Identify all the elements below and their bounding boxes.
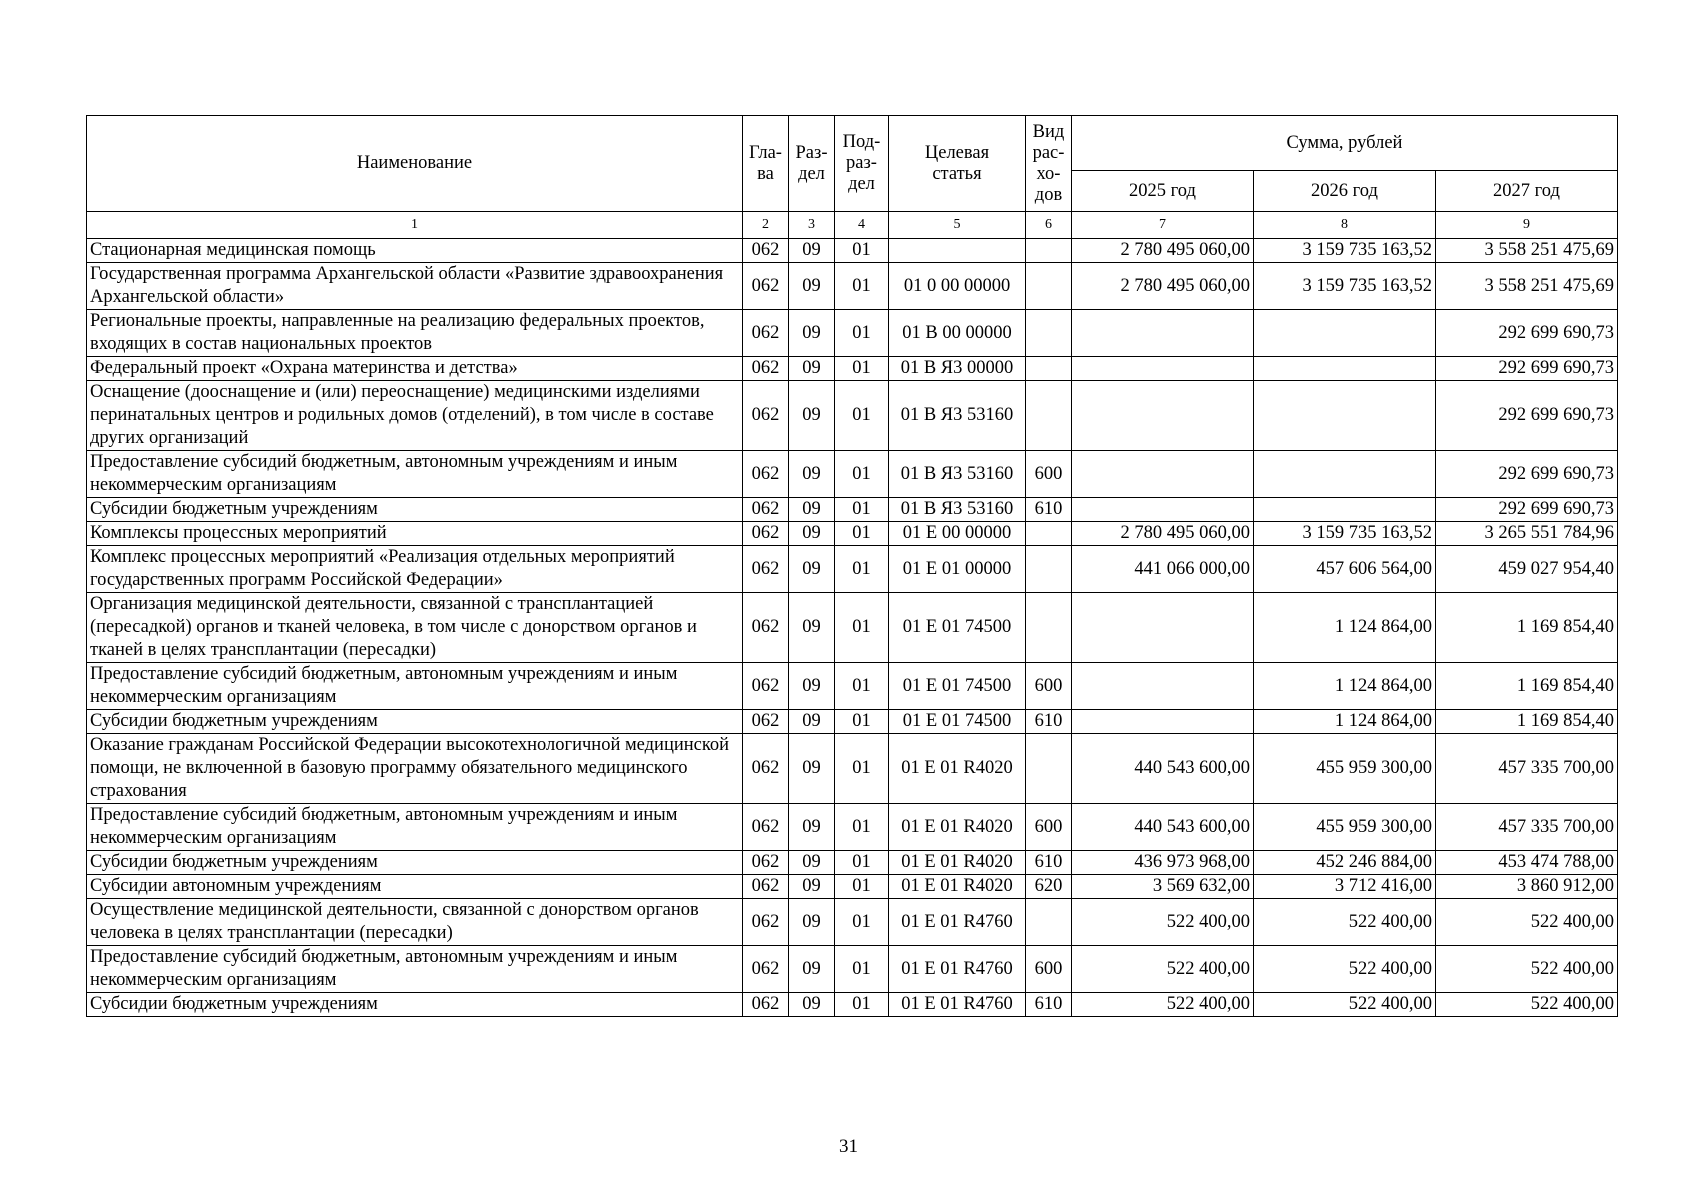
row-expense-type (1026, 263, 1072, 310)
row-name: Региональные проекты, направленные на реализацию федеральных проектов, входящих в состав национальных проектов (87, 310, 743, 357)
row-section: 09 (789, 710, 835, 734)
column-number: 6 (1026, 212, 1072, 239)
row-sum-2025 (1072, 593, 1254, 663)
row-sum-2027: 522 400,00 (1436, 993, 1618, 1017)
row-section: 09 (789, 734, 835, 804)
row-expense-type (1026, 734, 1072, 804)
row-section: 09 (789, 357, 835, 381)
row-target: 01 Е 01 R4020 (889, 804, 1026, 851)
header-subsection: Под- раз- дел (835, 116, 889, 212)
row-subsection: 01 (835, 357, 889, 381)
table-row (87, 663, 1618, 710)
row-sum-2026 (1254, 451, 1436, 498)
column-numbers-row (87, 212, 1618, 239)
row-sum-2025: 2 780 495 060,00 (1072, 522, 1254, 546)
row-target: 01 Е 00 00000 (889, 522, 1026, 546)
table-row (87, 381, 1618, 451)
row-sum-2025: 436 973 968,00 (1072, 851, 1254, 875)
row-target: 01 В Я3 53160 (889, 451, 1026, 498)
table-row (87, 899, 1618, 946)
table-body (87, 239, 1618, 1017)
header-year-2027: 2027 год (1436, 171, 1618, 212)
row-expense-type: 610 (1026, 710, 1072, 734)
row-target: 01 Е 01 R4760 (889, 946, 1026, 993)
row-sum-2027: 3 265 551 784,96 (1436, 522, 1618, 546)
row-name: Оснащение (дооснащение и (или) переоснащение) медицинскими изделиями перинатальных центров и родильных домов (отделений), в том числе в составе других организаций (87, 381, 743, 451)
row-sum-2027: 1 169 854,40 (1436, 593, 1618, 663)
table-row (87, 310, 1618, 357)
row-sum-2027: 292 699 690,73 (1436, 451, 1618, 498)
row-section: 09 (789, 663, 835, 710)
row-target (889, 239, 1026, 263)
row-target: 01 Е 01 74500 (889, 663, 1026, 710)
row-section: 09 (789, 546, 835, 593)
row-target: 01 Е 01 R4760 (889, 899, 1026, 946)
row-target: 01 В Я3 53160 (889, 498, 1026, 522)
row-name: Субсидии бюджетным учреждениям (87, 710, 743, 734)
row-sum-2026: 1 124 864,00 (1254, 593, 1436, 663)
row-name: Комплексы процессных мероприятий (87, 522, 743, 546)
row-expense-type: 610 (1026, 851, 1072, 875)
column-number: 3 (789, 212, 835, 239)
row-sum-2025: 522 400,00 (1072, 946, 1254, 993)
row-chapter: 062 (743, 451, 789, 498)
header-name: Наименование (87, 116, 743, 212)
row-section: 09 (789, 263, 835, 310)
row-sum-2026: 3 159 735 163,52 (1254, 522, 1436, 546)
row-sum-2025 (1072, 381, 1254, 451)
row-name: Осуществление медицинской деятельности, связанной с донорством органов человека в целях трансплантации (пересадки) (87, 899, 743, 946)
table-row (87, 546, 1618, 593)
row-sum-2027: 522 400,00 (1436, 946, 1618, 993)
row-sum-2025 (1072, 498, 1254, 522)
row-sum-2026: 3 159 735 163,52 (1254, 263, 1436, 310)
row-chapter: 062 (743, 239, 789, 263)
table-row (87, 357, 1618, 381)
row-name: Предоставление субсидий бюджетным, автономным учреждениям и иным некоммерческим организациям (87, 451, 743, 498)
row-sum-2025 (1072, 710, 1254, 734)
row-subsection: 01 (835, 899, 889, 946)
row-sum-2026: 455 959 300,00 (1254, 804, 1436, 851)
row-name: Государственная программа Архангельской области «Развитие здравоохранения Архангельской области» (87, 263, 743, 310)
row-target: 01 Е 01 R4020 (889, 875, 1026, 899)
row-section: 09 (789, 522, 835, 546)
row-sum-2025: 3 569 632,00 (1072, 875, 1254, 899)
row-sum-2025: 2 780 495 060,00 (1072, 239, 1254, 263)
row-name: Организация медицинской деятельности, связанной с трансплантацией (пересадкой) органов и тканей человека, в том числе с донорством органов и тканей в целях трансплантации (пересадки) (87, 593, 743, 663)
table-row (87, 451, 1618, 498)
table-row (87, 593, 1618, 663)
row-sum-2027: 459 027 954,40 (1436, 546, 1618, 593)
row-expense-type: 600 (1026, 663, 1072, 710)
row-section: 09 (789, 875, 835, 899)
table-row (87, 875, 1618, 899)
row-section: 09 (789, 451, 835, 498)
row-expense-type (1026, 381, 1072, 451)
row-sum-2025: 522 400,00 (1072, 993, 1254, 1017)
row-sum-2025 (1072, 663, 1254, 710)
row-subsection: 01 (835, 804, 889, 851)
header-sum: Сумма, рублей (1072, 116, 1618, 171)
row-sum-2026: 1 124 864,00 (1254, 710, 1436, 734)
header-year-2025: 2025 год (1072, 171, 1254, 212)
row-chapter: 062 (743, 710, 789, 734)
table-row (87, 851, 1618, 875)
header-section: Раз- дел (789, 116, 835, 212)
row-expense-type (1026, 239, 1072, 263)
row-subsection: 01 (835, 498, 889, 522)
column-number: 9 (1436, 212, 1618, 239)
row-sum-2026: 3 712 416,00 (1254, 875, 1436, 899)
row-target: 01 Е 01 R4020 (889, 851, 1026, 875)
row-expense-type (1026, 357, 1072, 381)
row-sum-2027: 457 335 700,00 (1436, 804, 1618, 851)
row-target: 01 Е 01 74500 (889, 593, 1026, 663)
row-sum-2026: 3 159 735 163,52 (1254, 239, 1436, 263)
row-target: 01 В Я3 53160 (889, 381, 1026, 451)
row-expense-type (1026, 522, 1072, 546)
row-sum-2027: 1 169 854,40 (1436, 663, 1618, 710)
row-sum-2027: 3 860 912,00 (1436, 875, 1618, 899)
header-target: Целевая статья (889, 116, 1026, 212)
row-chapter: 062 (743, 851, 789, 875)
row-subsection: 01 (835, 546, 889, 593)
row-sum-2026: 457 606 564,00 (1254, 546, 1436, 593)
row-sum-2027: 522 400,00 (1436, 899, 1618, 946)
row-chapter: 062 (743, 804, 789, 851)
row-sum-2025 (1072, 310, 1254, 357)
table-row (87, 804, 1618, 851)
header-year-2026: 2026 год (1254, 171, 1436, 212)
row-subsection: 01 (835, 593, 889, 663)
row-subsection: 01 (835, 239, 889, 263)
row-section: 09 (789, 993, 835, 1017)
row-expense-type (1026, 593, 1072, 663)
table-row (87, 734, 1618, 804)
row-section: 09 (789, 310, 835, 357)
row-chapter: 062 (743, 734, 789, 804)
table-row (87, 239, 1618, 263)
column-number: 5 (889, 212, 1026, 239)
column-number: 7 (1072, 212, 1254, 239)
row-subsection: 01 (835, 875, 889, 899)
row-expense-type: 620 (1026, 875, 1072, 899)
row-subsection: 01 (835, 946, 889, 993)
row-sum-2026: 455 959 300,00 (1254, 734, 1436, 804)
row-sum-2026: 522 400,00 (1254, 993, 1436, 1017)
row-chapter: 062 (743, 522, 789, 546)
table-row (87, 993, 1618, 1017)
row-expense-type: 610 (1026, 498, 1072, 522)
row-sum-2027: 3 558 251 475,69 (1436, 263, 1618, 310)
row-sum-2026: 1 124 864,00 (1254, 663, 1436, 710)
row-subsection: 01 (835, 522, 889, 546)
column-number: 1 (87, 212, 743, 239)
row-chapter: 062 (743, 357, 789, 381)
row-name: Стационарная медицинская помощь (87, 239, 743, 263)
row-chapter: 062 (743, 875, 789, 899)
row-target: 01 Е 01 R4020 (889, 734, 1026, 804)
row-name: Комплекс процессных мероприятий «Реализация отдельных мероприятий государственных программ Российской Федерации» (87, 546, 743, 593)
row-subsection: 01 (835, 993, 889, 1017)
column-number: 2 (743, 212, 789, 239)
row-sum-2026 (1254, 310, 1436, 357)
row-section: 09 (789, 899, 835, 946)
row-section: 09 (789, 851, 835, 875)
row-subsection: 01 (835, 263, 889, 310)
row-subsection: 01 (835, 381, 889, 451)
row-sum-2027: 457 335 700,00 (1436, 734, 1618, 804)
page-number: 31 (839, 1136, 858, 1157)
table-row (87, 263, 1618, 310)
row-subsection: 01 (835, 310, 889, 357)
header-expense-type: Вид рас- хо- дов (1026, 116, 1072, 212)
row-sum-2026: 522 400,00 (1254, 946, 1436, 993)
row-target: 01 0 00 00000 (889, 263, 1026, 310)
table-row (87, 710, 1618, 734)
header-chapter: Гла- ва (743, 116, 789, 212)
row-sum-2025: 440 543 600,00 (1072, 734, 1254, 804)
row-section: 09 (789, 381, 835, 451)
row-sum-2025 (1072, 451, 1254, 498)
row-name: Субсидии бюджетным учреждениям (87, 993, 743, 1017)
row-target: 01 В 00 00000 (889, 310, 1026, 357)
row-chapter: 062 (743, 263, 789, 310)
row-subsection: 01 (835, 734, 889, 804)
row-sum-2027: 292 699 690,73 (1436, 381, 1618, 451)
row-sum-2026 (1254, 381, 1436, 451)
row-subsection: 01 (835, 663, 889, 710)
row-chapter: 062 (743, 663, 789, 710)
row-expense-type (1026, 899, 1072, 946)
row-name: Предоставление субсидий бюджетным, автономным учреждениям и иным некоммерческим организациям (87, 663, 743, 710)
row-sum-2025: 440 543 600,00 (1072, 804, 1254, 851)
row-chapter: 062 (743, 498, 789, 522)
row-target: 01 Е 01 74500 (889, 710, 1026, 734)
row-section: 09 (789, 804, 835, 851)
row-section: 09 (789, 946, 835, 993)
row-name: Субсидии бюджетным учреждениям (87, 498, 743, 522)
row-expense-type (1026, 310, 1072, 357)
row-name: Федеральный проект «Охрана материнства и детства» (87, 357, 743, 381)
row-subsection: 01 (835, 710, 889, 734)
row-expense-type: 600 (1026, 451, 1072, 498)
row-sum-2026 (1254, 357, 1436, 381)
row-expense-type: 600 (1026, 946, 1072, 993)
row-expense-type: 600 (1026, 804, 1072, 851)
column-number: 4 (835, 212, 889, 239)
row-chapter: 062 (743, 310, 789, 357)
table-row (87, 946, 1618, 993)
row-sum-2027: 292 699 690,73 (1436, 498, 1618, 522)
row-chapter: 062 (743, 546, 789, 593)
row-target: 01 В Я3 00000 (889, 357, 1026, 381)
row-target: 01 Е 01 R4760 (889, 993, 1026, 1017)
row-section: 09 (789, 498, 835, 522)
row-sum-2027: 1 169 854,40 (1436, 710, 1618, 734)
row-subsection: 01 (835, 851, 889, 875)
table-row (87, 498, 1618, 522)
row-sum-2026: 452 246 884,00 (1254, 851, 1436, 875)
row-sum-2027: 453 474 788,00 (1436, 851, 1618, 875)
row-sum-2027: 292 699 690,73 (1436, 357, 1618, 381)
row-sum-2025: 441 066 000,00 (1072, 546, 1254, 593)
row-expense-type (1026, 546, 1072, 593)
row-chapter: 062 (743, 593, 789, 663)
row-sum-2025: 522 400,00 (1072, 899, 1254, 946)
budget-table (86, 115, 1618, 1017)
column-number: 8 (1254, 212, 1436, 239)
row-sum-2027: 3 558 251 475,69 (1436, 239, 1618, 263)
row-chapter: 062 (743, 381, 789, 451)
row-name: Субсидии бюджетным учреждениям (87, 851, 743, 875)
row-chapter: 062 (743, 946, 789, 993)
row-section: 09 (789, 593, 835, 663)
table-row (87, 522, 1618, 546)
row-name: Субсидии автономным учреждениям (87, 875, 743, 899)
row-subsection: 01 (835, 451, 889, 498)
row-sum-2026 (1254, 498, 1436, 522)
row-chapter: 062 (743, 899, 789, 946)
row-sum-2025: 2 780 495 060,00 (1072, 263, 1254, 310)
row-expense-type: 610 (1026, 993, 1072, 1017)
row-name: Оказание гражданам Российской Федерации высокотехнологичной медицинской помощи, не включенной в базовую программу обязательного медицинского страхования (87, 734, 743, 804)
row-sum-2026: 522 400,00 (1254, 899, 1436, 946)
row-section: 09 (789, 239, 835, 263)
row-target: 01 Е 01 00000 (889, 546, 1026, 593)
row-name: Предоставление субсидий бюджетным, автономным учреждениям и иным некоммерческим организациям (87, 946, 743, 993)
row-name: Предоставление субсидий бюджетным, автономным учреждениям и иным некоммерческим организациям (87, 804, 743, 851)
row-chapter: 062 (743, 993, 789, 1017)
row-sum-2027: 292 699 690,73 (1436, 310, 1618, 357)
row-sum-2025 (1072, 357, 1254, 381)
